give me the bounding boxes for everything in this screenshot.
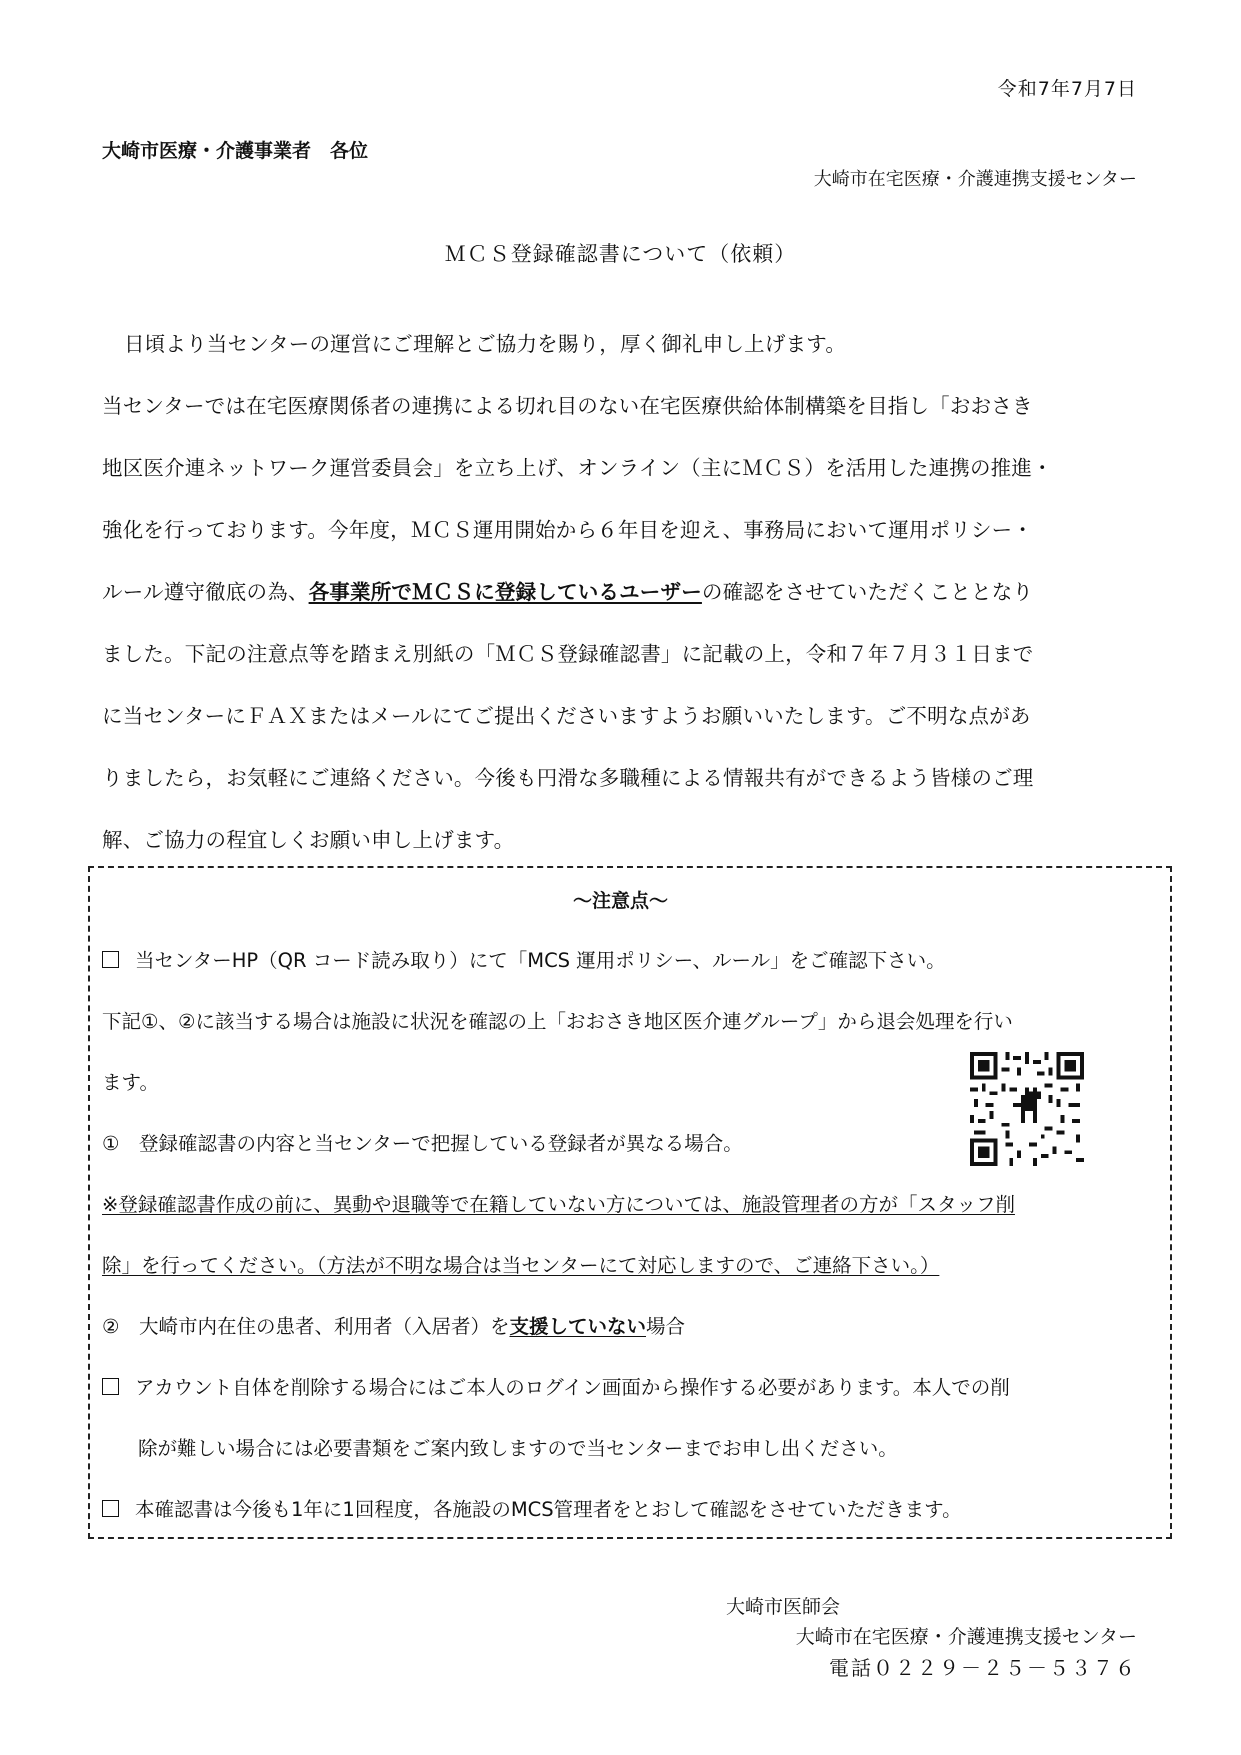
body-line: 地区医介連ネットワーク運営委員会」を立ち上げ、オンライン（主にＭＣＳ）を活用した連携の推進・ <box>102 456 1053 480</box>
footer-phone: 電話０２２９－２５－５３７６ <box>829 1656 1137 1680</box>
footer-organization: 大崎市医師会 <box>726 1596 841 1618</box>
body-line: ました。下記の注意点等を踏まえ別紙の「ＭＣＳ登録確認書」に記載の上，令和７年７月３１日まで <box>102 642 1034 666</box>
emphasized-text: 支援していない <box>509 1315 646 1338</box>
body-line: りましたら，お気軽にご連絡ください。今後も円滑な多職種による情報共有ができるよう皆様のご理 <box>102 766 1034 790</box>
checkbox-icon <box>102 1500 119 1517</box>
note-line <box>102 1311 685 1339</box>
body-line: 強化を行っております。今年度，ＭＣＳ運用開始から６年目を迎え、事務局において運用ポリシー・ <box>102 518 1034 542</box>
footer-center: 大崎市在宅医療・介護連携支援センター <box>795 1626 1137 1648</box>
body-text: の確認をさせていただくこととなり <box>701 580 1034 604</box>
note-line: 下記①、②に該当する場合は施設に状況を確認の上「おおさき地区医介連グループ」から退会処理を行い <box>102 1010 1013 1033</box>
note-item <box>102 945 946 973</box>
note-line: ます。 <box>102 1071 159 1094</box>
sender-line: 大崎市在宅医療・介護連携支援センター <box>813 169 1137 190</box>
note-text: 当センターHP（QR コード読み取り）にて「MCS 運用ポリシー、ルール」をご確認下さい。 <box>135 949 946 972</box>
body-line <box>102 575 1033 605</box>
note-line-underlined: ※登録確認書作成の前に、異動や退職等で在籍していない方については、施設管理者の方が「スタッフ削 <box>102 1193 1015 1216</box>
note-line: ① 登録確認書の内容と当センターで把握している登録者が異なる場合。 <box>102 1132 743 1155</box>
notes-heading: ～注意点～ <box>572 890 668 912</box>
body-line: 解、ご協力の程宜しくお願い申し上げます。 <box>102 828 515 852</box>
note-line: 除が難しい場合には必要書類をご案内致しますので当センターまでお申し出ください。 <box>138 1437 898 1460</box>
qr-code-icon[interactable] <box>970 1052 1084 1166</box>
document-title: ＭＣＳ登録確認書について（依頼） <box>444 242 797 266</box>
checkbox-icon <box>102 1378 119 1395</box>
note-item <box>102 1372 1010 1400</box>
recipient-line: 大崎市医療・介護事業者 各位 <box>102 140 369 162</box>
body-text: ルール遵守徹底の為、 <box>102 580 309 604</box>
note-text: 本確認書は今後も1年に1回程度，各施設のMCS管理者をとおして確認をさせていただきます。 <box>135 1498 962 1521</box>
note-text: 場合 <box>646 1315 686 1338</box>
body-line: に当センターにＦＡＸまたはメールにてご提出くださいますようお願いいたします。ご不明な点があ <box>102 704 1031 728</box>
checkbox-icon <box>102 951 119 968</box>
body-line: 日頃より当センターの運営にご理解とご協力を賜り，厚く御礼申し上げます。 <box>124 332 847 356</box>
note-line-underlined: 除」を行ってください。（方法が不明な場合は当センターにて対応しますので、ご連絡下さい。） <box>102 1254 940 1277</box>
note-text: ② 大崎市内在住の患者、利用者（入居者）を <box>102 1315 510 1338</box>
note-text: アカウント自体を削除する場合にはご本人のログイン画面から操作する必要があります。本人での削 <box>135 1376 1010 1399</box>
body-line: 当センターでは在宅医療関係者の連携による切れ目のない在宅医療供給体制構築を目指し「おおさき <box>102 394 1033 418</box>
document-date: 令和7年7月7日 <box>997 78 1137 100</box>
note-item <box>102 1494 962 1522</box>
emphasized-text: 各事業所でＭＣＳに登録しているユーザー <box>308 580 702 604</box>
